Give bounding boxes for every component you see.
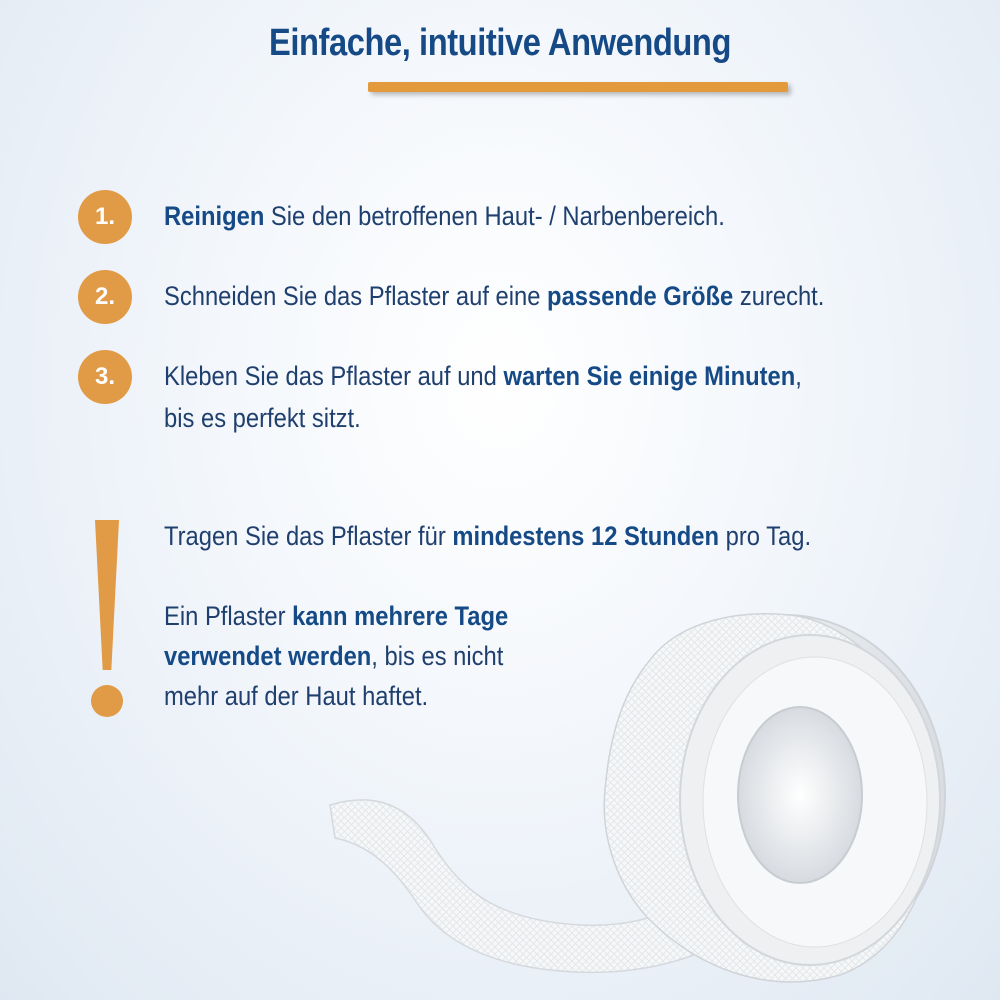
- step-3-badge: [78, 350, 132, 404]
- step-3-text-line1: [164, 356, 802, 396]
- step-1-number: 1.: [94, 203, 115, 230]
- step-3-bold: warten Sie einige Minuten: [503, 361, 796, 391]
- note-2-bold: kann mehrere Tage verwendet werden: [164, 601, 509, 671]
- step-1-bold: Reinigen: [164, 201, 265, 231]
- note-2-end: , bis es nicht mehr auf der Haut haftet.: [164, 641, 504, 711]
- step-3-number: 3.: [94, 363, 115, 390]
- note-1-start: Tragen Sie das Pflaster für: [164, 521, 453, 551]
- page-title: Einfache, intuitive Anwendung: [268, 22, 732, 64]
- note-line-1: [164, 516, 811, 556]
- step-3-start: Kleben Sie das Pflaster auf und: [164, 361, 504, 391]
- step-2-text: [164, 276, 824, 316]
- step-2-start: Schneiden Sie das Pflaster auf eine: [164, 281, 548, 311]
- step-3-text-line2: bis es perfekt sitzt.: [164, 403, 361, 433]
- title-underline: [368, 82, 788, 92]
- step-2-end: zurecht.: [733, 281, 825, 311]
- step-1-badge: [78, 190, 132, 244]
- exclamation-dot-icon: [91, 685, 123, 717]
- note-1-bold: mindestens 12 Stunden: [452, 521, 720, 551]
- step-1-text: [164, 196, 725, 236]
- exclamation-icon: [95, 520, 119, 670]
- step-3-comma: ,: [795, 361, 802, 391]
- step-2-badge: [78, 270, 132, 324]
- step-2-bold: passende Größe: [547, 281, 734, 311]
- step-1-rest: Sie den betroffenen Haut- / Narbenbereich.: [264, 201, 725, 231]
- note-1-end: pro Tag.: [719, 521, 812, 551]
- tape-roll-image: [320, 590, 970, 1000]
- note-2-start: Ein Pflaster: [164, 601, 293, 631]
- step-2-number: 2.: [94, 283, 115, 310]
